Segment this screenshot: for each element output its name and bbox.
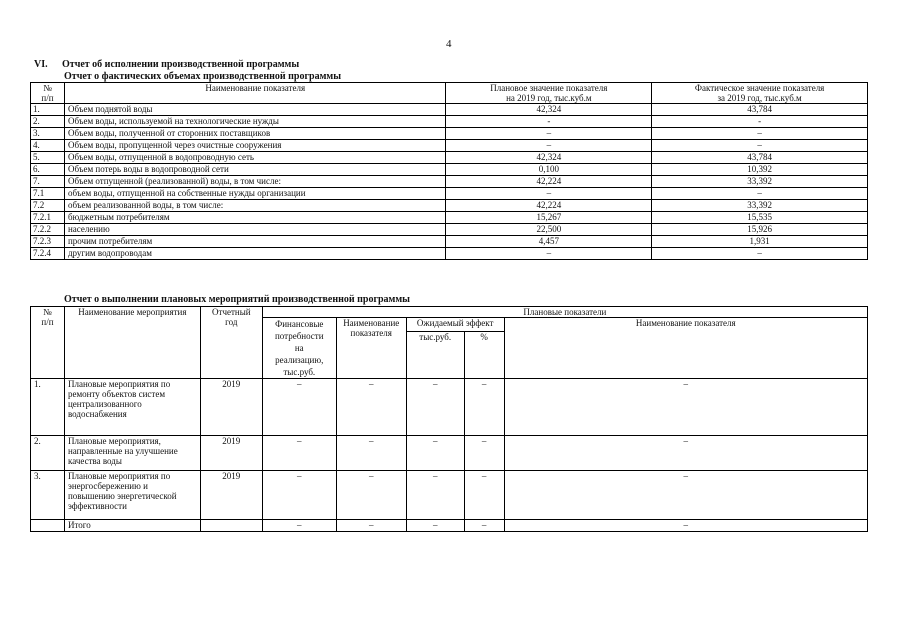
total-year	[200, 520, 262, 532]
row-name: Плановые мероприятия по энергосбережению и повышению энергетической эффективности	[64, 471, 200, 520]
planned-measures-table	[30, 306, 868, 532]
row-name: прочим потребителям	[64, 236, 446, 248]
row-name: населению	[64, 224, 446, 236]
row-num: 2.	[31, 116, 65, 128]
row-num: 2.	[31, 436, 65, 471]
row-num: 7.2.3	[31, 236, 65, 248]
table1-row	[31, 200, 868, 212]
table1-row	[31, 164, 868, 176]
row-num: 3.	[31, 128, 65, 140]
row-fact: 33,392	[652, 176, 868, 188]
t2-header-effect: Ожидаемый эффект	[406, 318, 504, 332]
header-name: Наименование показателя	[64, 83, 446, 104]
section-number: VI.	[34, 59, 48, 70]
section-title: Отчет об исполнении производственной программы	[62, 59, 300, 70]
row-plan: –	[446, 128, 652, 140]
table2-row	[31, 436, 868, 471]
row-name: другим водопроводам	[64, 248, 446, 260]
total-pct: –	[464, 520, 504, 532]
row-num: 1.	[31, 379, 65, 436]
row-name: объем воды, отпущенной на собственные нужды организации	[64, 188, 446, 200]
row-name: объем реализованной воды, в том числе:	[64, 200, 446, 212]
t2-header-name: Наименование мероприятия	[64, 307, 200, 379]
row-num: 3.	[31, 471, 65, 520]
table1-row	[31, 140, 868, 152]
row-fact: 15,535	[652, 212, 868, 224]
row-name: Объем воды, пропущенной через очистные сооружения	[64, 140, 446, 152]
row-year: 2019	[200, 471, 262, 520]
row-year: 2019	[200, 436, 262, 471]
table1-row	[31, 152, 868, 164]
row-fact: 33,392	[652, 200, 868, 212]
row-num: 4.	[31, 140, 65, 152]
row-fact: 10,392	[652, 164, 868, 176]
table1-row	[31, 236, 868, 248]
row-fact: –	[652, 188, 868, 200]
row-fact: –	[652, 140, 868, 152]
row-fact: 43,784	[652, 152, 868, 164]
row-fact: -	[652, 116, 868, 128]
table2-caption: Отчет о выполнении плановых мероприятий производственной программы	[64, 294, 410, 305]
table1-header-row	[31, 83, 868, 104]
table1-row	[31, 104, 868, 116]
t2-header-indicator: Наименование показателя	[336, 318, 406, 379]
total-num	[31, 520, 65, 532]
row-name: Объем потерь воды в водопроводной сети	[64, 164, 446, 176]
row-name: Объем поднятой воды	[64, 104, 446, 116]
row-num: 7.	[31, 176, 65, 188]
table1-row	[31, 224, 868, 236]
row-finance: –	[262, 436, 336, 471]
actual-volumes-table	[30, 82, 868, 260]
row-num: 1.	[31, 104, 65, 116]
header-plan: Плановое значение показателя на 2019 год, тыс.куб.м	[446, 83, 652, 104]
row-name: Объем воды, используемой на технологические нужды	[64, 116, 446, 128]
row-name: Объем воды, отпущенной в водопроводную сеть	[64, 152, 446, 164]
row-fact: 15,926	[652, 224, 868, 236]
total-indicator2: –	[504, 520, 867, 532]
row-fact: 1,931	[652, 236, 868, 248]
header-fact: Фактическое значение показателя за 2019 год, тыс.куб.м	[652, 83, 868, 104]
header-num: № п/п	[31, 83, 65, 104]
row-pct: –	[464, 436, 504, 471]
row-rub: –	[406, 436, 464, 471]
row-plan: 42,224	[446, 200, 652, 212]
row-num: 7.2.2	[31, 224, 65, 236]
row-pct: –	[464, 379, 504, 436]
table1-row	[31, 248, 868, 260]
table2-row	[31, 379, 868, 436]
row-year: 2019	[200, 379, 262, 436]
row-indicator2: –	[504, 436, 867, 471]
row-rub: –	[406, 471, 464, 520]
row-plan: 15,267	[446, 212, 652, 224]
t2-header-pct: %	[464, 332, 504, 379]
page-number: 4	[446, 38, 452, 50]
total-rub: –	[406, 520, 464, 532]
row-pct: –	[464, 471, 504, 520]
table1-caption: Отчет о фактических объемах производственной программы	[64, 71, 341, 82]
row-indicator2: –	[504, 471, 867, 520]
table1-row	[31, 176, 868, 188]
t2-header-finance: Финансовые потребности на реализацию, тыс.руб.	[262, 318, 336, 379]
row-indicator: –	[336, 471, 406, 520]
total-finance: –	[262, 520, 336, 532]
t2-header-planned: Плановые показатели	[262, 307, 867, 318]
row-plan: 4,457	[446, 236, 652, 248]
table2-header-row-1	[31, 307, 868, 318]
row-indicator2: –	[504, 379, 867, 436]
row-num: 7.1	[31, 188, 65, 200]
table2-row	[31, 471, 868, 520]
row-indicator: –	[336, 379, 406, 436]
row-plan: –	[446, 188, 652, 200]
row-plan: –	[446, 140, 652, 152]
t2-header-rub: тыс.руб.	[406, 332, 464, 379]
t2-header-indicator2: Наименование показателя	[504, 318, 867, 379]
row-plan: 0,100	[446, 164, 652, 176]
table1-row	[31, 212, 868, 224]
table1-row	[31, 128, 868, 140]
row-finance: –	[262, 379, 336, 436]
row-name: Объем воды, полученной от сторонних поставщиков	[64, 128, 446, 140]
row-fact: –	[652, 128, 868, 140]
row-num: 7.2.4	[31, 248, 65, 260]
section-heading	[34, 59, 299, 70]
row-plan: -	[446, 116, 652, 128]
row-name: бюджетным потребителям	[64, 212, 446, 224]
total-name: Итого	[64, 520, 200, 532]
row-num: 5.	[31, 152, 65, 164]
row-name: Плановые мероприятия, направленные на улучшение качества воды	[64, 436, 200, 471]
t2-header-num: № п/п	[31, 307, 65, 379]
row-finance: –	[262, 471, 336, 520]
row-indicator: –	[336, 436, 406, 471]
table2-total-row	[31, 520, 868, 532]
t2-header-year: Отчетный год	[200, 307, 262, 379]
row-fact: 43,784	[652, 104, 868, 116]
row-plan: –	[446, 248, 652, 260]
total-indicator: –	[336, 520, 406, 532]
row-name: Объем отпущенной (реализованной) воды, в том числе:	[64, 176, 446, 188]
row-plan: 42,324	[446, 152, 652, 164]
row-plan: 42,224	[446, 176, 652, 188]
table1-row	[31, 188, 868, 200]
row-num: 7.2	[31, 200, 65, 212]
row-plan: 22,500	[446, 224, 652, 236]
row-rub: –	[406, 379, 464, 436]
row-name: Плановые мероприятия по ремонту объектов систем централизованного водоснабжения	[64, 379, 200, 436]
table1-row	[31, 116, 868, 128]
row-num: 6.	[31, 164, 65, 176]
row-plan: 42,324	[446, 104, 652, 116]
row-fact: –	[652, 248, 868, 260]
row-num: 7.2.1	[31, 212, 65, 224]
